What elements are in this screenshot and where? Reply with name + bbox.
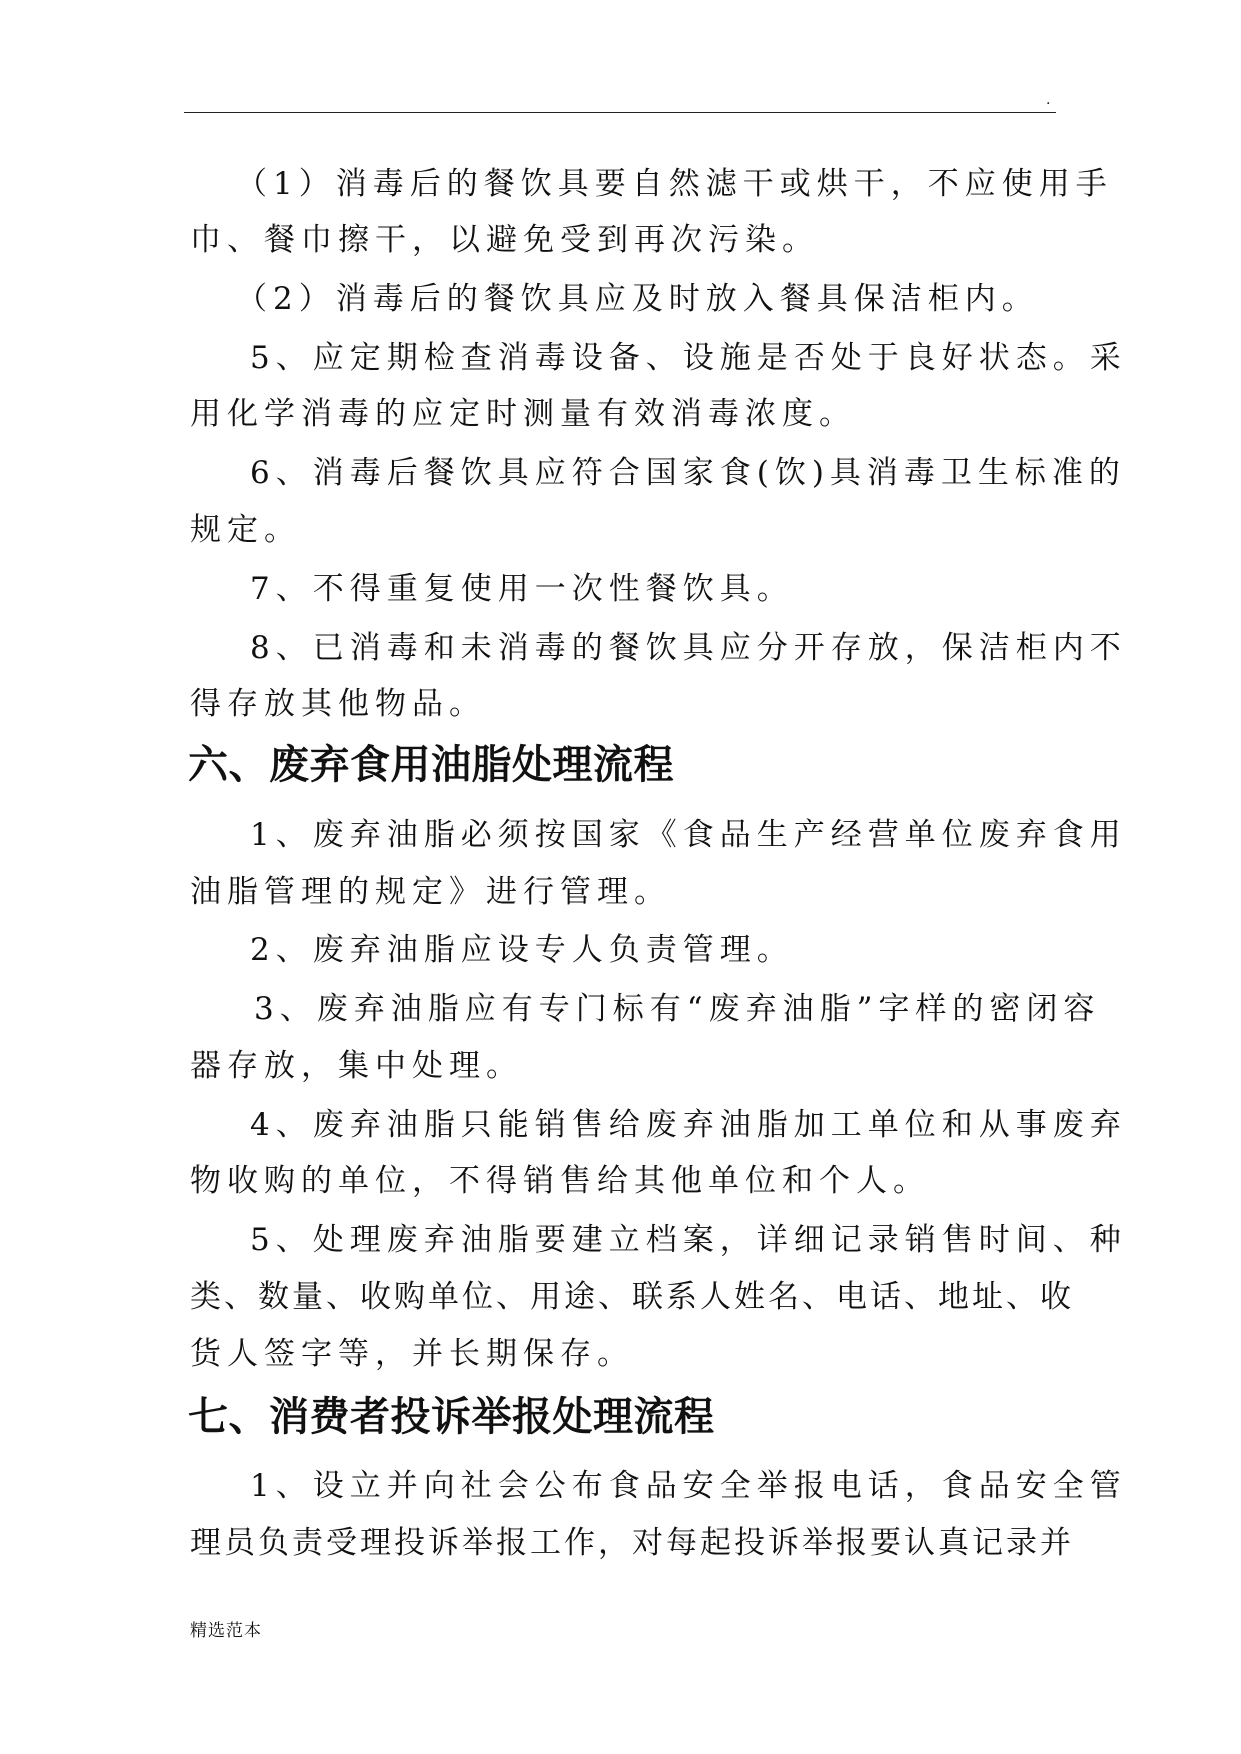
header-mark: . — [1046, 92, 1051, 108]
body-line: 用化学消毒的应定时测量有效消毒浓度。 — [190, 396, 856, 432]
body-line: （2）消毒后的餐饮具应及时放入餐具保洁柜内。 — [236, 281, 1039, 317]
body-line: 1、废弃油脂必须按国家《食品生产经营单位废弃食用 — [250, 817, 1127, 853]
body-line: 2、废弃油脂应设专人负责管理。 — [250, 932, 794, 968]
body-line: 5、处理废弃油脂要建立档案，详细记录销售时间、种 — [250, 1222, 1127, 1258]
section-heading: 七、消费者投诉举报处理流程 — [188, 1394, 715, 1440]
body-line: 货人签字等，并长期保存。 — [190, 1336, 634, 1372]
body-line: 6、消毒后餐饮具应符合国家食(饮)具消毒卫生标准的 — [250, 455, 1126, 491]
body-line: 物收购的单位，不得销售给其他单位和个人。 — [190, 1163, 930, 1199]
footer-text: 精选范本 — [190, 1621, 262, 1641]
body-line: 1、设立并向社会公布食品安全举报电话，食品安全管 — [250, 1468, 1127, 1504]
body-line: 规定。 — [190, 512, 301, 548]
section-heading: 六、废弃食用油脂处理流程 — [188, 742, 674, 788]
body-line: 理员负责受理投诉举报工作，对每起投诉举报要认真记录并 — [190, 1525, 1074, 1561]
header-rule — [184, 112, 1056, 113]
body-line: 油脂管理的规定》进行管理。 — [190, 874, 671, 910]
body-line: 类、数量、收购单位、用途、联系人姓名、电话、地址、收 — [190, 1279, 1074, 1315]
body-line: 7、不得重复使用一次性餐饮具。 — [250, 571, 794, 607]
body-line: （1）消毒后的餐饮具要自然滤干或烘干，不应使用手 — [236, 166, 1113, 202]
body-line: 3、废弃油脂应有专门标有“废弃油脂”字样的密闭容 — [254, 991, 1101, 1027]
body-line: 器存放，集中处理。 — [190, 1048, 523, 1084]
body-line: 巾、餐巾擦干，以避免受到再次污染。 — [190, 222, 819, 258]
body-line: 得存放其他物品。 — [190, 686, 486, 722]
body-line: 4、废弃油脂只能销售给废弃油脂加工单位和从事废弃 — [250, 1107, 1127, 1143]
body-line: 8、已消毒和未消毒的餐饮具应分开存放，保洁柜内不 — [250, 630, 1127, 666]
body-line: 5、应定期检查消毒设备、设施是否处于良好状态。采 — [250, 340, 1127, 376]
